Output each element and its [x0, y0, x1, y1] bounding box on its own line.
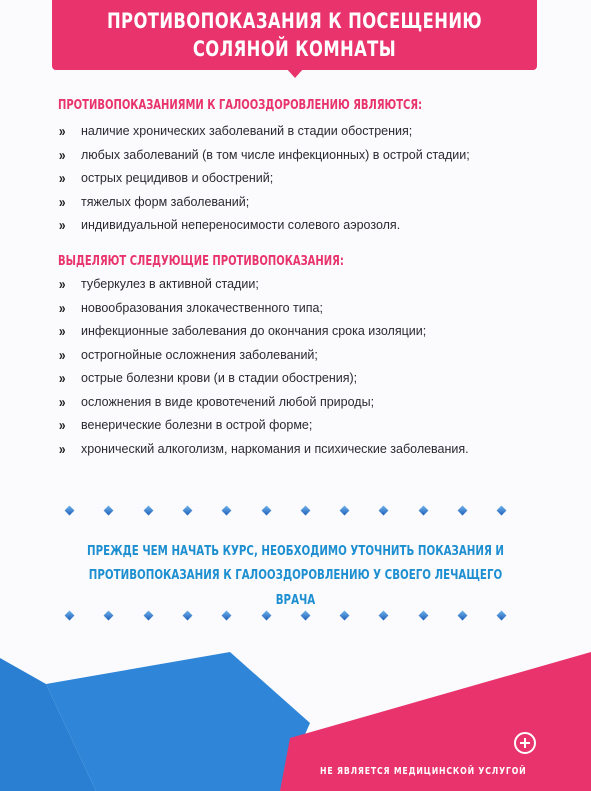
list-item-text: индивидуальной непереносимости солевого аэрозоля.	[81, 218, 401, 232]
list-item-text: любых заболеваний (в том числе инфекционных) в острой стадии;	[81, 147, 470, 162]
note-line2: ПРОТИВОПОКАЗАНИЯ К ГАЛООЗДОРОВЛЕНИЮ У СВОЕГО ЛЕЧАЩЕГО ВРАЧА	[88, 567, 503, 608]
list-item-text: инфекционные заболевания до окончания срока изоляции;	[81, 324, 427, 338]
list-item-text: новообразования злокачественного типа;	[81, 300, 323, 315]
bullet-icon: »	[58, 346, 66, 364]
bullet-icon: »	[58, 276, 66, 293]
list-item-text: острые болезни крови (и в стадии обострения);	[81, 371, 358, 385]
bullet-icon: »	[58, 417, 66, 434]
bullet-icon: »	[58, 123, 66, 140]
list-item-text: хронический алкоголизм, наркомания и психические заболевания.	[81, 441, 469, 456]
list-item-text: наличие хронических заболеваний в стадии обострения;	[81, 124, 413, 138]
medical-cross-icon	[514, 732, 536, 754]
footer-disclaimer: НЕ ЯВЛЯЕТСЯ МЕДИЦИНСКОЙ УСЛУГОЙ	[320, 766, 527, 777]
section1-heading: ПРОТИВОПОКАЗАНИЯМИ К ГАЛООЗДОРОВЛЕНИЮ ЯВЛЯЮТСЯ:	[58, 97, 423, 113]
list-item-text: осложнения в виде кровотечений любой природы;	[81, 394, 375, 409]
list-item-text: острых рецидивов и обострений;	[81, 171, 274, 185]
note-line1: ПРЕЖДЕ ЧЕМ НАЧАТЬ КУРС, НЕОБХОДИМО УТОЧНИТЬ ПОКАЗАНИЯ И	[86, 543, 505, 559]
list-item-text: туберкулез в активной стадии;	[81, 277, 259, 291]
list-item-text: тяжелых форм заболеваний;	[81, 194, 250, 209]
bullet-icon: »	[58, 440, 66, 458]
page-title-line1: ПРОТИВОПОКАЗАНИЯ К ПОСЕЩЕНИЮ	[106, 9, 483, 33]
list-item-text: венерические болезни в острой форме;	[81, 418, 313, 432]
section2-heading: ВЫДЕЛЯЮТ СЛЕДУЮЩИЕ ПРОТИВОПОКАЗАНИЯ:	[58, 253, 344, 269]
bullet-icon: »	[58, 299, 66, 317]
page-title-line2: СОЛЯНОЙ КОМНАТЫ	[192, 37, 397, 61]
list-item-text: острогнойные осложнения заболеваний;	[81, 347, 318, 362]
bullet-icon: »	[58, 193, 66, 211]
bullet-icon: »	[58, 370, 66, 387]
bullet-icon: »	[58, 393, 66, 411]
bullet-icon: »	[58, 323, 66, 340]
bullet-icon: »	[58, 146, 66, 164]
bullet-icon: »	[58, 217, 66, 234]
bullet-icon: »	[58, 170, 66, 187]
